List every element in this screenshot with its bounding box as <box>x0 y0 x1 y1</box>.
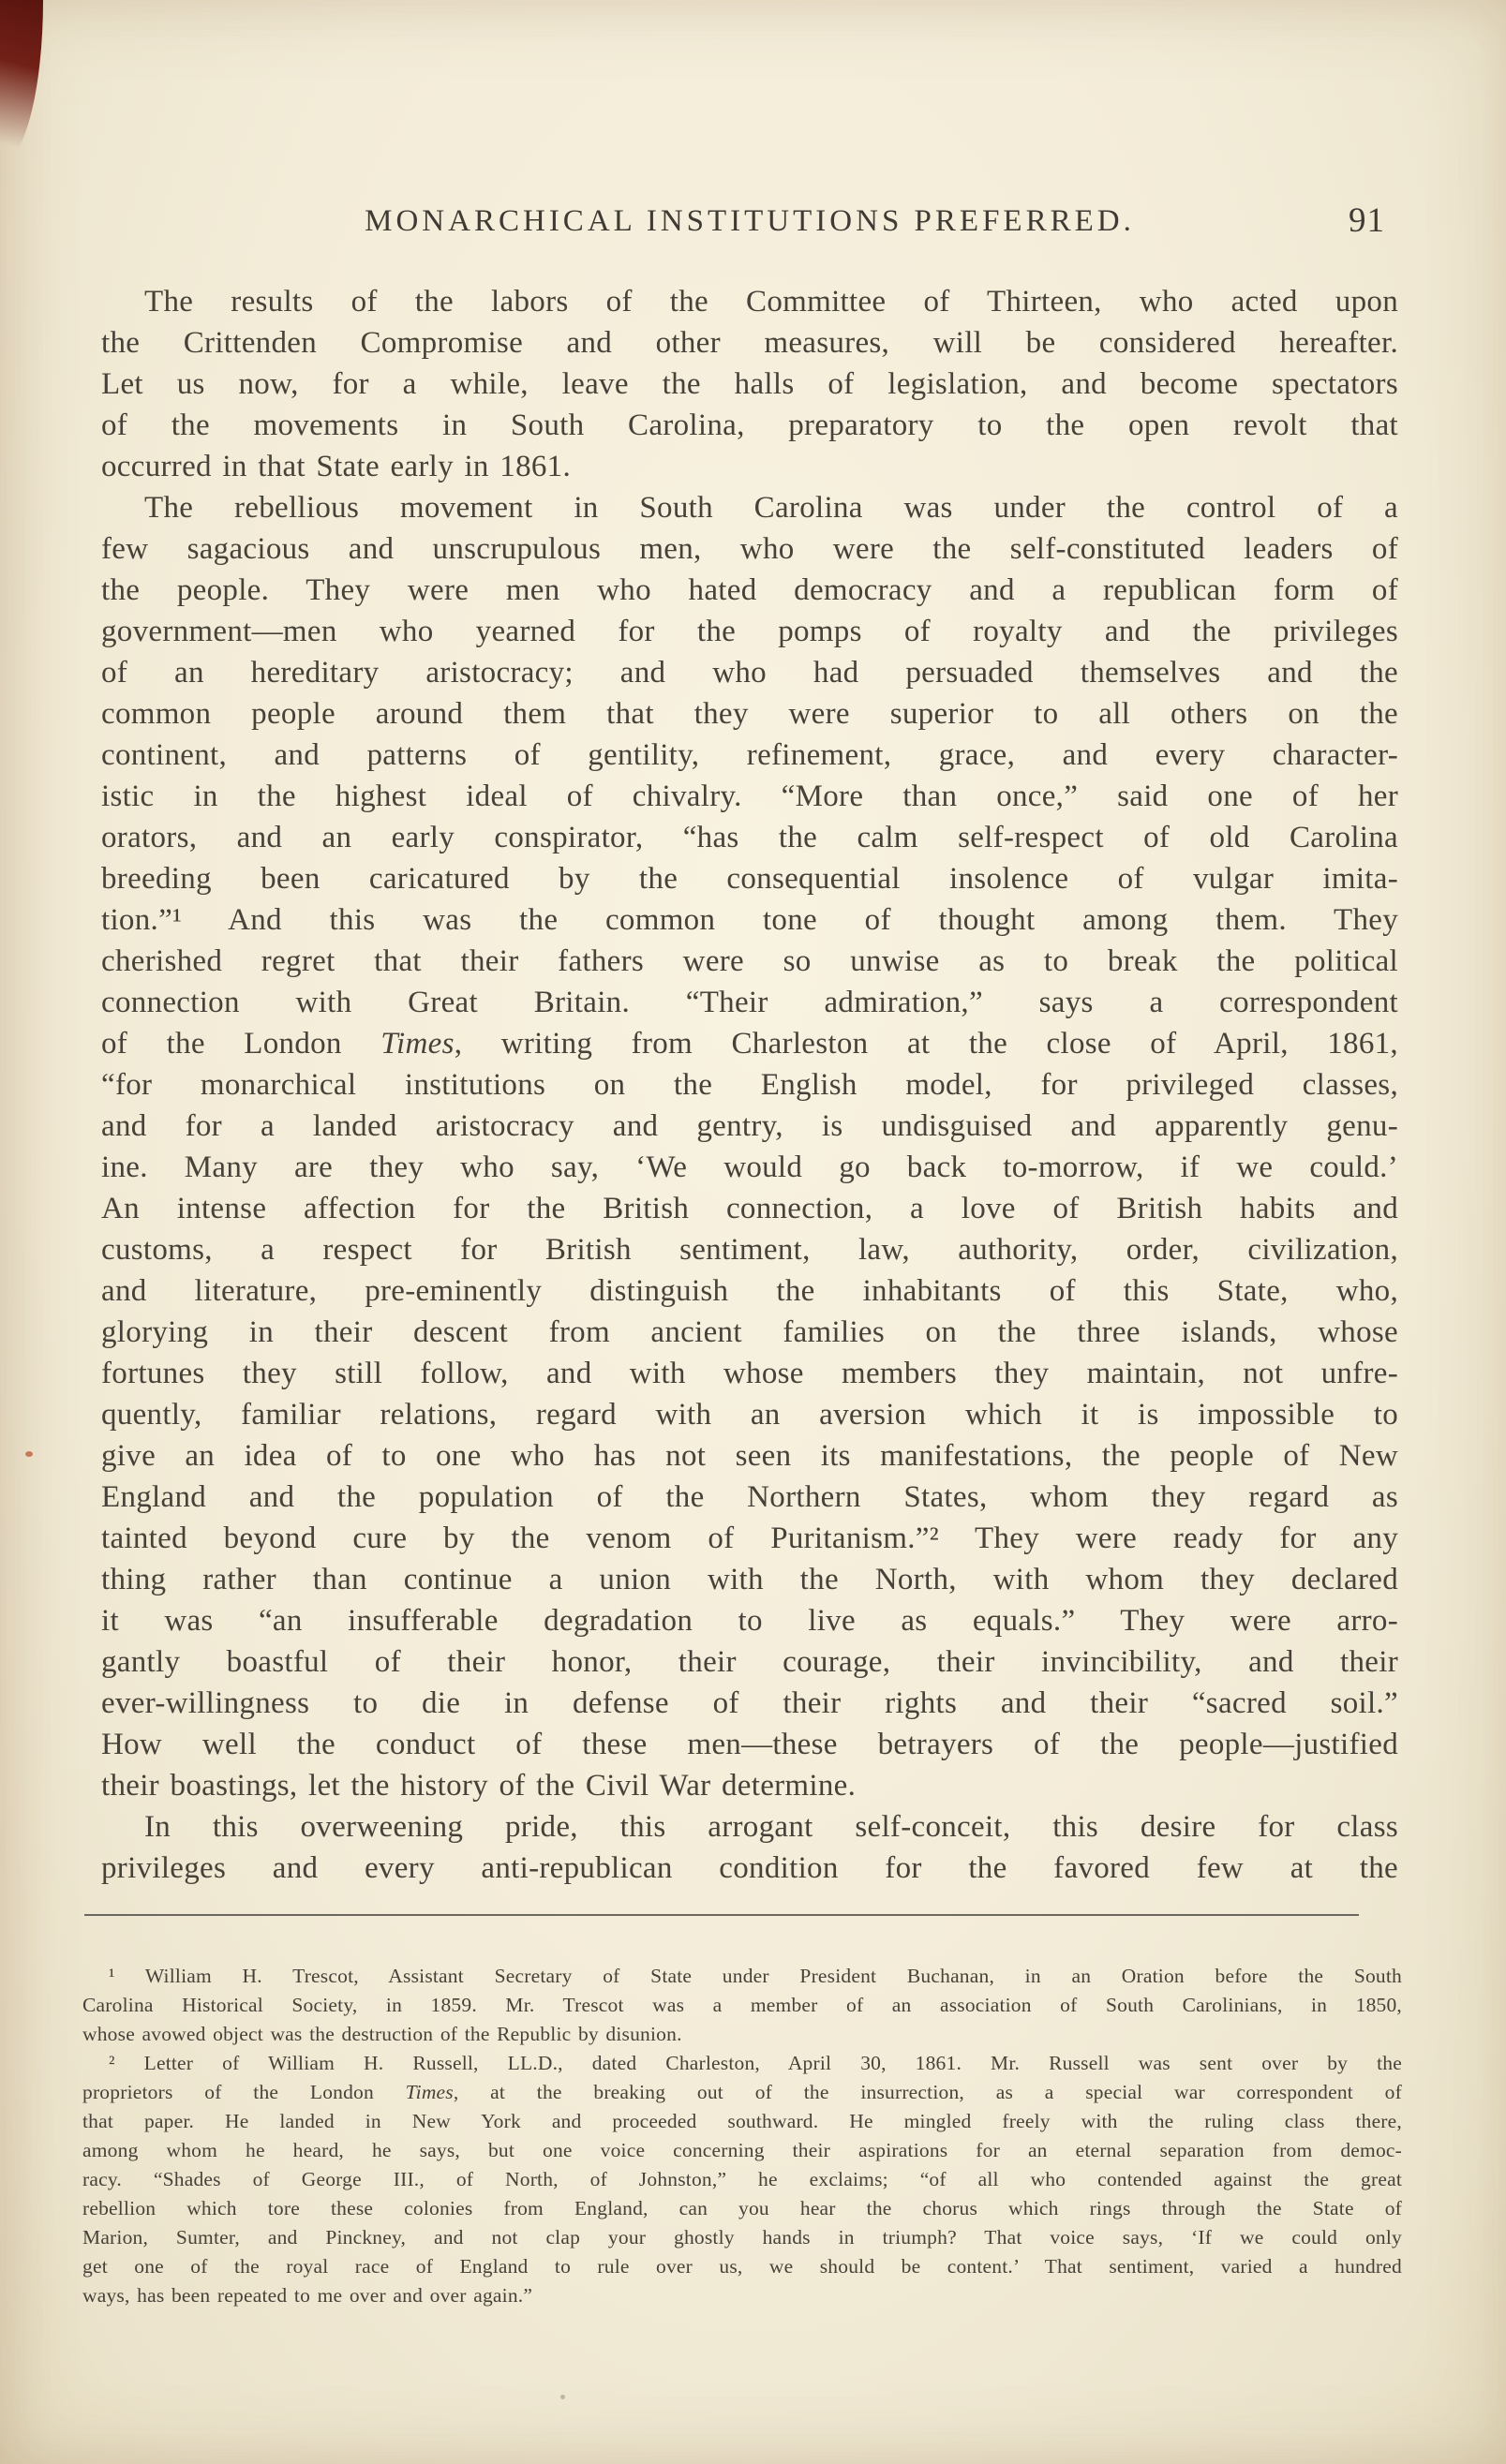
text-line: racy. “Shades of George III., of North, of Johnston,” he exclaims; “of all who contended against the great <box>82 2168 1402 2190</box>
text-line: proprietors of the London Times, at the breaking out of the insurrection, as a special war correspondent of <box>82 2081 1402 2103</box>
text-line: their boastings, let the history of the Civil War determine. <box>101 1769 857 1803</box>
text-line: privileges and every anti-republican condition for the favored few at the <box>101 1851 1398 1885</box>
text-line: Marion, Sumter, and Pinckney, and not clap your ghostly hands in triumph? That voice says, ‘If we could only <box>82 2226 1402 2249</box>
text-line: breeding been caricatured by the consequential insolence of vulgar imita- <box>101 862 1398 896</box>
text-line: and for a landed aristocracy and gentry, is undisguised and apparently genu- <box>101 1109 1398 1143</box>
text-line: ways, has been repeated to me over and over again.” <box>82 2284 533 2307</box>
page-title: MONARCHICAL INSTITUTIONS PREFERRED. <box>365 204 1135 238</box>
text-line: The results of the labors of the Committee of Thirteen, who acted upon <box>144 285 1398 319</box>
text-line: whose avowed object was the destruction of the Republic by disunion. <box>82 2023 682 2045</box>
paragraph <box>101 281 1398 487</box>
text-line: istic in the highest ideal of chivalry. “More than once,” said one of her <box>101 779 1398 813</box>
text-line: Let us now, for a while, leave the halls of legislation, and become spectators <box>101 367 1398 401</box>
text-line: few sagacious and unscrupulous men, who were the self-constituted leaders of <box>101 532 1398 566</box>
text-line: of the movements in South Carolina, preparatory to the open revolt that <box>101 408 1398 442</box>
text-line: gantly boastful of their honor, their courage, their invincibility, and their <box>101 1645 1398 1679</box>
text-line: it was “an insufferable degradation to live as equals.” They were arro- <box>101 1604 1398 1638</box>
text-line: orators, and an early conspirator, “has the calm self-respect of old Carolina <box>101 821 1398 854</box>
text-line: tion.”¹ And this was the common tone of thought among them. They <box>101 903 1398 937</box>
text-line: of the London Times, writing from Charleston at the close of April, 1861, <box>101 1027 1398 1061</box>
text-line: common people around them that they were superior to all others on the <box>101 697 1398 731</box>
text-line: get one of the royal race of England to rule over us, we should be content.’ That sentiment, varied a hundred <box>82 2255 1402 2278</box>
text-line: continent, and patterns of gentility, refinement, grace, and every character- <box>101 738 1398 772</box>
text-line: quently, familiar relations, regard with an aversion which it is impossible to <box>101 1398 1398 1432</box>
scan-speck <box>560 2395 565 2399</box>
paragraph <box>101 1806 1398 1889</box>
text-line: ever-willingness to die in defense of their rights and their “sacred soil.” <box>101 1686 1398 1720</box>
text-line: ² Letter of William H. Russell, LL.D., dated Charleston, April 30, 1861. Mr. Russell was sent over by the <box>109 2052 1402 2074</box>
page-body <box>101 281 1398 1889</box>
text-line: glorying in their descent from ancient families on the three islands, whose <box>101 1315 1398 1349</box>
scan-speck <box>25 1451 33 1457</box>
binding-corner <box>0 0 43 164</box>
footnote-divider <box>84 1914 1359 1916</box>
footnote <box>82 1962 1402 2049</box>
text-line: tainted beyond cure by the venom of Puritanism.”² They were ready for any <box>101 1521 1398 1555</box>
text-line: among whom he heard, he says, but one voice concerning their aspirations for an eternal separation from democ- <box>82 2139 1402 2161</box>
footnote <box>82 2049 1402 2310</box>
text-line: cherished regret that their fathers were so unwise as to break the political <box>101 944 1398 978</box>
text-line: thing rather than continue a union with the North, with whom they declared <box>101 1563 1398 1596</box>
text-line: connection with Great Britain. “Their admiration,” says a correspondent <box>101 986 1398 1019</box>
text-line: England and the population of the Northern States, whom they regard as <box>101 1480 1398 1514</box>
text-line: give an idea of to one who has not seen its manifestations, the people of New <box>101 1439 1398 1473</box>
text-line: and literature, pre-eminently distinguish the inhabitants of this State, who, <box>101 1274 1398 1308</box>
text-line: fortunes they still follow, and with whose members they maintain, not unfre- <box>101 1357 1398 1390</box>
text-line: How well the conduct of these men—these betrayers of the people—justified <box>101 1728 1398 1761</box>
text-line: rebellion which tore these colonies from England, can you hear the chorus which rings through the State of <box>82 2197 1402 2219</box>
text-line: An intense affection for the British connection, a love of British habits and <box>101 1192 1398 1225</box>
paragraph <box>101 487 1398 1806</box>
text-line: ine. Many are they who say, ‘We would go back to-morrow, if we could.’ <box>101 1150 1398 1184</box>
text-line: In this overweening pride, this arrogant self-conceit, this desire for class <box>144 1810 1398 1844</box>
text-line: the Crittenden Compromise and other measures, will be considered hereafter. <box>101 326 1398 360</box>
text-line: the people. They were men who hated democracy and a republican form of <box>101 573 1398 607</box>
text-line: of an hereditary aristocracy; and who had persuaded themselves and the <box>101 656 1398 690</box>
page-header <box>101 201 1398 245</box>
text-line: “for monarchical institutions on the English model, for privileged classes, <box>101 1068 1398 1102</box>
page-number: 91 <box>1349 201 1385 240</box>
footnotes <box>82 1962 1402 2310</box>
text-line: occurred in that State early in 1861. <box>101 450 572 483</box>
text-line: ¹ William H. Trescot, Assistant Secretary of State under President Buchanan, in an Oration before the South <box>109 1965 1402 1987</box>
text-line: government—men who yearned for the pomps of royalty and the privileges <box>101 615 1398 648</box>
text-line: customs, a respect for British sentiment, law, authority, order, civilization, <box>101 1233 1398 1267</box>
text-line: The rebellious movement in South Carolina was under the control of a <box>144 491 1398 525</box>
text-line: Carolina Historical Society, in 1859. Mr. Trescot was a member of an association of South Carolinians, in 1850, <box>82 1994 1402 2016</box>
text-line: that paper. He landed in New York and proceeded southward. He mingled freely with the ruling class there, <box>82 2110 1402 2132</box>
